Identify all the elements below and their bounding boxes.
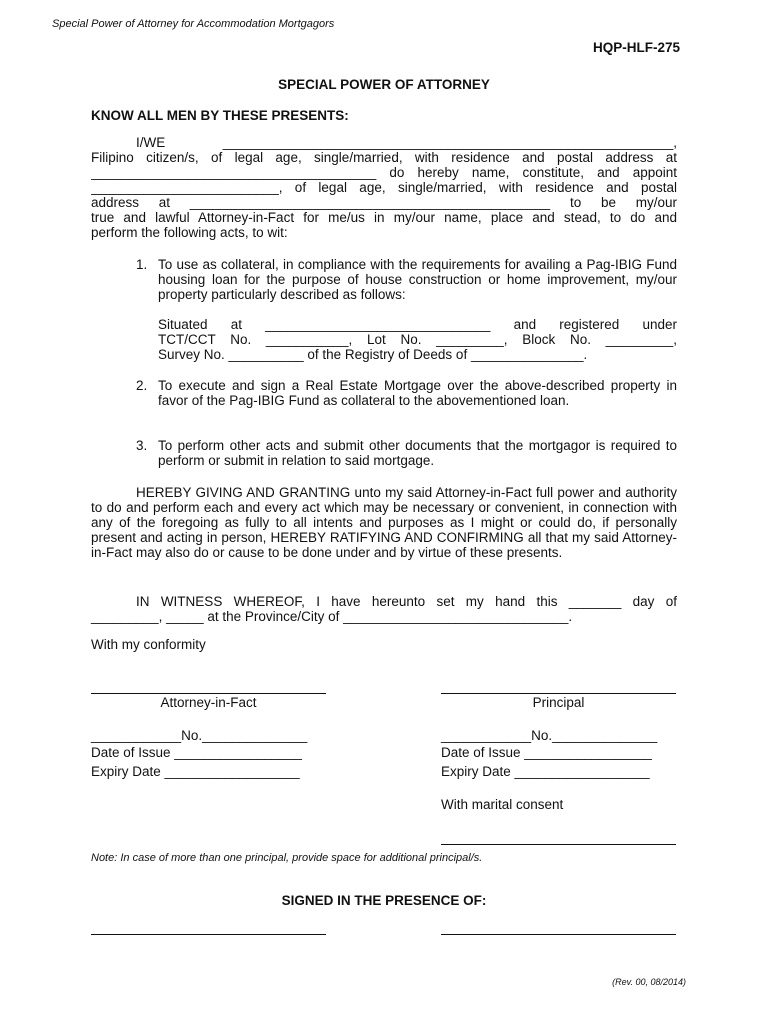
- property-line: Situated at ______________________________ and registered under: [158, 317, 677, 332]
- attorney-expiry: Expiry Date __________________: [91, 764, 300, 779]
- intro-line: _________________________, of legal age, single/married, with residence and postal: [91, 180, 677, 195]
- intro-line: perform the following acts, to wit:: [91, 225, 288, 240]
- revision-label: (Rev. 00, 08/2014): [612, 977, 686, 987]
- list-item: [136, 438, 677, 470]
- attorney-date-issue: Date of Issue _________________: [91, 745, 302, 760]
- hereby-paragraph: HEREBY GIVING AND GRANTING unto my said Attorney-in-Fact full power and authority to do and perform each and every act which may be necessary or convenient, in connection with any of the foregoing as fully to all intents and purposes as I might or could do, if personally present and acting in person, HEREBY RATIFYING AND CONFIRMING all that my said Attorney-in-Fact may also do or cause to be done under and by virtue of these presents.: [91, 485, 677, 560]
- list-item: [136, 257, 677, 305]
- intro-line: true and lawful Attorney-in-Fact for me/us in my/our name, place and stead, to do and: [91, 210, 677, 225]
- spouse-signature-line: [441, 844, 676, 845]
- know-all-heading: KNOW ALL MEN BY THESE PRESENTS:: [91, 108, 349, 123]
- principal-signature-line: [441, 693, 676, 694]
- document-title: SPECIAL POWER OF ATTORNEY: [278, 77, 490, 92]
- witness-signature-line-left: [91, 934, 326, 935]
- attorney-signature-line: [91, 693, 326, 694]
- header-note: Special Power of Attorney for Accommodation Mortgagors: [52, 18, 335, 30]
- footnote: Note: In case of more than one principal, provide space for additional principal/s.: [91, 852, 483, 864]
- witness-paragraph: [91, 594, 677, 624]
- principal-id-no: ____________No.______________: [441, 728, 658, 743]
- marital-consent-label: With marital consent: [441, 797, 564, 812]
- principal-label: Principal: [532, 695, 585, 710]
- intro-line: ______________________________________ do hereby name, constitute, and appoint: [91, 165, 677, 180]
- intro-paragraph: [91, 135, 677, 240]
- attorney-id-no: ____________No.______________: [91, 728, 308, 743]
- property-line: TCT/CCT No. ___________, Lot No. _________, Block No. _________,: [158, 332, 677, 347]
- item-number: 2.: [136, 378, 148, 393]
- intro-line: Filipino citizen/s, of legal age, single/married, with residence and postal address at: [91, 150, 677, 165]
- principal-date-issue: Date of Issue _________________: [441, 745, 652, 760]
- item-number: 1.: [136, 257, 148, 272]
- conformity-label: With my conformity: [91, 637, 206, 652]
- principal-expiry: Expiry Date __________________: [441, 764, 650, 779]
- witness-signature-line-right: [441, 934, 676, 935]
- item-number: 3.: [136, 438, 148, 453]
- item-text: To perform other acts and submit other documents that the mortgagor is required to perform or submit in relation to said mortgage.: [158, 438, 677, 468]
- witness-line: _________, _____ at the Province/City of ______________________________.: [91, 609, 573, 624]
- intro-line: I/WE ____________________________________________________________,: [136, 135, 677, 150]
- signed-presence-heading: SIGNED IN THE PRESENCE OF:: [281, 893, 487, 908]
- document-code: HQP-HLF-275: [592, 40, 680, 55]
- intro-line: address at ________________________________________________ to be my/our: [91, 195, 677, 210]
- item-text: To execute and sign a Real Estate Mortgage over the above-described property in favor of the Pag-IBIG Fund as collateral to the abovementioned loan.: [158, 378, 677, 408]
- item-text: To use as collateral, in compliance with the requirements for availing a Pag-IBIG Fund housing loan for the purpose of house construction or home improvement, my/our property particularly described as follows:: [158, 257, 677, 302]
- list-item: [136, 378, 677, 426]
- witness-line: IN WITNESS WHEREOF, I have hereunto set my hand this _______ day of: [136, 594, 677, 609]
- attorney-label: Attorney-in-Fact: [160, 695, 257, 710]
- property-description: [158, 317, 677, 362]
- property-line: Survey No. __________ of the Registry of Deeds of _______________.: [158, 347, 588, 362]
